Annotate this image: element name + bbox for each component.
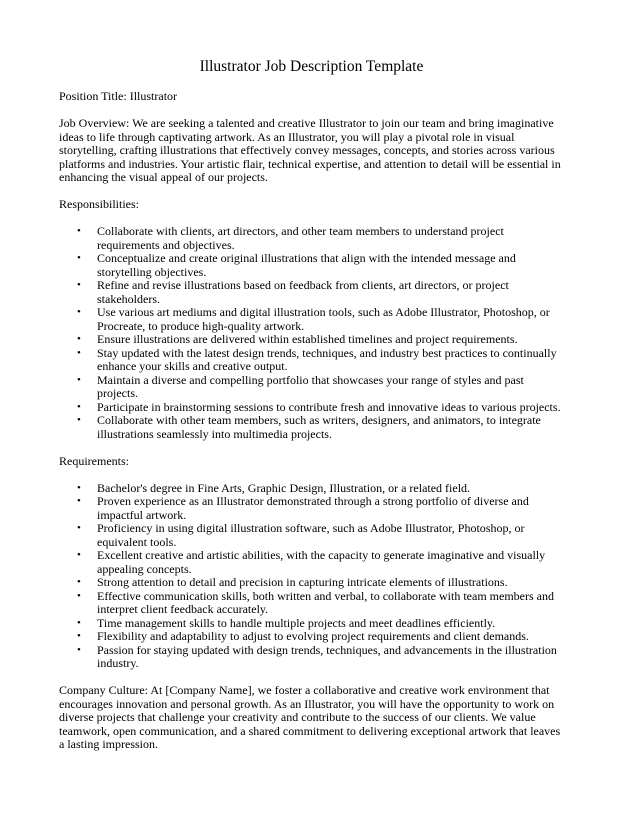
list-item: • Passion for staying updated with design trends, techniques, and advancements in the illustration industry.: [77, 642, 557, 670]
bullet-icon: •: [77, 630, 81, 642]
list-item: • Participate in brainstorming sessions to contribute fresh and innovative ideas to various projects.: [77, 399, 561, 414]
responsibilities-list: [59, 225, 564, 441]
list-item: • Bachelor's degree in Fine Arts, Graphic Design, Illustration, or a related field.: [77, 480, 471, 495]
bullet-icon: •: [77, 225, 81, 237]
list-item: • Proven experience as an Illustrator demonstrated through a strong portfolio of diverse and impactful artwork.: [77, 494, 529, 522]
bullet-icon: •: [77, 306, 81, 318]
list-item: • Use various art mediums and digital illustration tools, such as Adobe Illustrator, Photoshop, or Procreate, to produce high-quality artwork.: [77, 305, 550, 333]
list-item: • Collaborate with other team members, such as writers, designers, and animators, to integrate illustrations seamlessly into multimedia projects.: [77, 413, 541, 441]
list-item: • Stay updated with the latest design trends, techniques, and industry best practices to continually enhance your skills and creative output.: [77, 345, 557, 373]
bullet-icon: •: [77, 346, 81, 359]
job-overview: Job Overview: We are seeking a talented and creative Illustrator to join our team and bring imaginative ideas to life through captivating artwork. As an Illustrator, you will play a pivotal role in visual storytelling, crafting illustrations that effectively convey messages, concepts, and stories across various platforms and industries. Your artistic flair, technical expertise, and attention to detail will be essential in enhancing the visual appeal of our projects.: [59, 116, 561, 184]
requirements-heading: Requirements:: [59, 453, 129, 468]
bullet-icon: •: [77, 589, 81, 602]
bullet-icon: •: [77, 522, 81, 534]
bullet-icon: •: [77, 616, 81, 629]
list-item: • Time management skills to handle multiple projects and meet deadlines efficiently.: [77, 615, 496, 630]
list-item: • Ensure illustrations are delivered within established timelines and project requirements.: [77, 332, 518, 346]
company-culture: Company Culture: At [Company Name], we foster a collaborative and creative work environment that encourages innovation and personal growth. As an Illustrator, you will have the opportunity to work on diverse projects that challenge your creativity and contribute to the success of our clients. We value teamwork, open communication, and a shared commitment to delivering exceptional artwork that leaves a lasting impression.: [59, 683, 561, 751]
bullet-icon: •: [77, 414, 81, 426]
bullet-icon: •: [77, 252, 81, 264]
document-title: Illustrator Job Description Template: [199, 58, 424, 75]
list-item: • Conceptualize and create original illustrations that align with the intended message and storytelling objectives.: [77, 251, 516, 279]
requirements-list: [59, 482, 564, 671]
list-item: • Refine and revise illustrations based on feedback from clients, art directors, or project stakeholders.: [77, 278, 509, 306]
list-item: • Proficiency in using digital illustration software, such as Adobe Illustrator, Photoshop, or equivalent tools.: [77, 521, 525, 549]
bullet-icon: •: [77, 279, 81, 291]
list-item: • Maintain a diverse and compelling portfolio that showcases your range of styles and past projects.: [77, 372, 524, 400]
bullet-icon: •: [77, 576, 81, 588]
bullet-icon: •: [77, 373, 81, 386]
bullet-icon: •: [77, 400, 81, 413]
list-item: • Collaborate with clients, art directors, and other team members to understand project requirements and objectives.: [77, 224, 504, 252]
document-page: [59, 58, 564, 765]
bullet-icon: •: [77, 333, 81, 345]
position-title: Position Title: Illustrator: [59, 89, 178, 103]
bullet-icon: •: [77, 549, 81, 561]
bullet-icon: •: [77, 495, 81, 507]
bullet-icon: •: [77, 643, 81, 656]
bullet-icon: •: [77, 481, 81, 494]
list-item: • Flexibility and adaptability to adjust to evolving project requirements and client demands.: [77, 629, 529, 643]
list-item: • Excellent creative and artistic abilities, with the capacity to generate imaginative and visually appealing concepts.: [77, 548, 546, 576]
list-item: • Strong attention to detail and precision in capturing intricate elements of illustrations.: [77, 575, 508, 589]
list-item: • Effective communication skills, both written and verbal, to collaborate with team members and interpret client feedback accurately.: [77, 588, 554, 616]
responsibilities-heading: Responsibilities:: [59, 197, 140, 211]
